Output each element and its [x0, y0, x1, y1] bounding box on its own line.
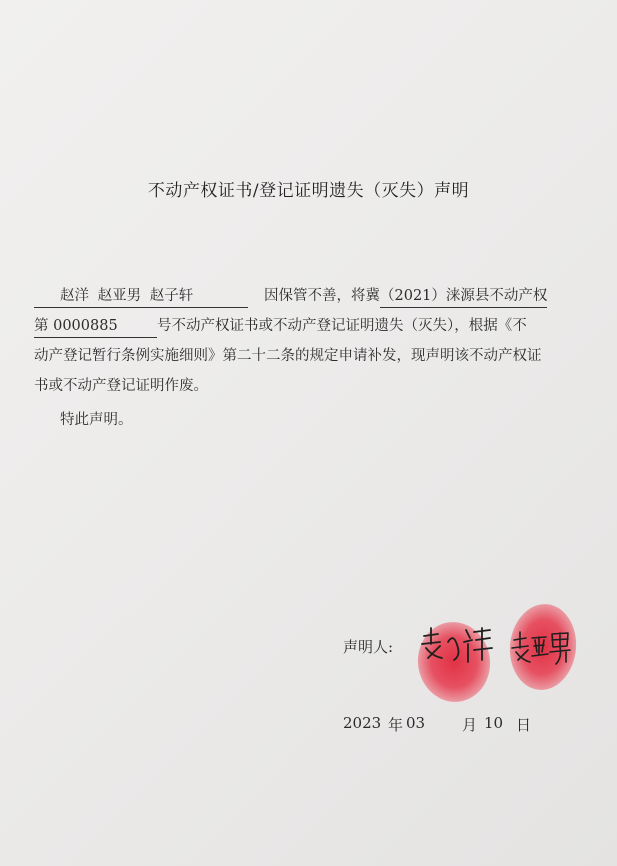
certificate-number: 第 0000885 [34, 316, 157, 338]
signature-zhao-yanan [510, 628, 574, 668]
signature-zhao-yang [418, 622, 498, 666]
declarant-label: 声明人: [343, 638, 394, 656]
date-year: 2023 [343, 714, 382, 732]
body-line-4: 书或不动产登记证明作废。 [34, 378, 208, 394]
body-line-2 [34, 316, 527, 338]
closing-text: 特此声明。 [60, 412, 133, 428]
date-month: 03 [406, 714, 426, 732]
certificate-prefix: （2021）涞源县不动产权 [380, 286, 547, 308]
date-day-unit: 日 [516, 716, 532, 734]
date-day: 10 [484, 714, 504, 732]
body-line-1 [34, 286, 547, 308]
page-title: 不动产权证书/登记证明遗失（灭失）声明 [147, 181, 470, 201]
body-line-3: 动产登记暂行条例实施细则》第二十二条的规定申请补发，现声明该不动产权证 [34, 348, 542, 364]
date-year-unit: 年 [388, 716, 404, 734]
body-text-2: 号不动产权证书或不动产登记证明遗失（灭失），根据《不 [157, 318, 527, 334]
declarant-names: 赵洋 赵亚男 赵子轩 [34, 286, 248, 308]
date-month-unit: 月 [462, 716, 478, 734]
body-text-1: 因保管不善，将冀 [264, 288, 380, 304]
